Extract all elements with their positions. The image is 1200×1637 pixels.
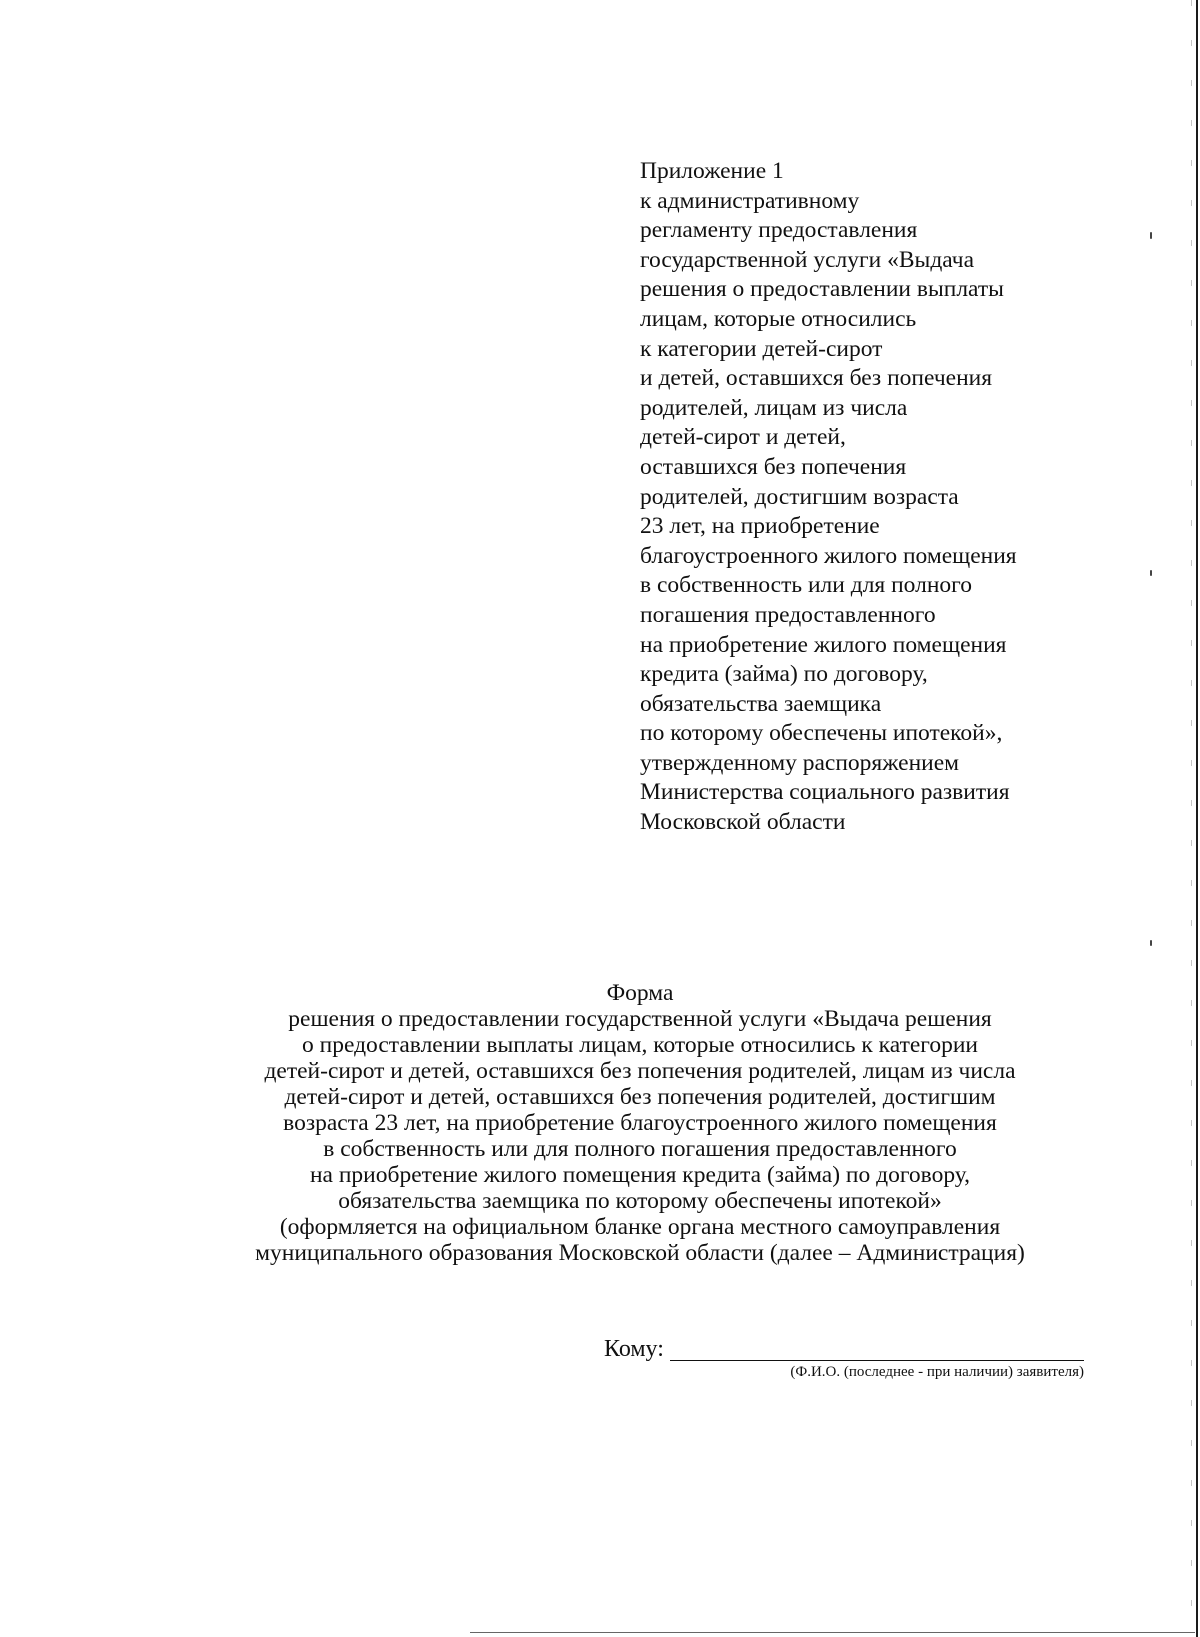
appendix-line: по которому обеспечены ипотекой», (640, 720, 1003, 747)
form-line: обязательства заемщика по которому обеспечены ипотекой» (338, 1188, 942, 1214)
appendix-line: 23 лет, на приобретение (640, 513, 880, 540)
appendix-line: погашения предоставленного (640, 601, 936, 628)
appendix-line: государственной услуги «Выдача (640, 246, 975, 273)
appendix-line: родителей, лицам из числа (640, 394, 908, 421)
addressee-blank-line (670, 1360, 1084, 1361)
form-line: детей-сирот и детей, оставшихся без попечения родителей, достигшим (284, 1084, 996, 1110)
appendix-line: к административному (640, 187, 860, 214)
appendix-heading (640, 157, 1100, 838)
appendix-line: утвержденному распоряжением (640, 749, 960, 776)
appendix-line: в собственность или для полного (640, 572, 972, 599)
form-line: в собственность или для полного погашения предоставленного (323, 1136, 957, 1162)
form-line: решения о предоставлении государственной услуги «Выдача решения (288, 1006, 992, 1032)
appendix-line: благоустроенного жилого помещения (640, 542, 1017, 569)
scan-speck (1150, 940, 1152, 946)
form-title: Форма (606, 980, 674, 1006)
addressee-label: Кому: (604, 1336, 664, 1362)
appendix-line: и детей, оставшихся без попечения (640, 365, 993, 392)
appendix-line: детей-сирот и детей, (640, 424, 846, 451)
scan-speck (1150, 232, 1152, 239)
addressee-block (604, 1335, 1084, 1395)
form-line: муниципального образования Московской области (далее – Администрация) (255, 1240, 1025, 1266)
scan-edge-bottom (0, 1632, 1200, 1633)
appendix-line: регламенту предоставления (640, 217, 918, 244)
appendix-line: лицам, которые относились (640, 305, 917, 332)
appendix-line: к категории детей-сирот (640, 335, 883, 362)
form-line: о предоставлении выплаты лицам, которые относились к категории (302, 1032, 978, 1058)
scan-edge-marks (1191, 0, 1192, 1637)
appendix-title: Приложение 1 (640, 158, 784, 184)
form-line: на приобретение жилого помещения кредита (займа) по договору, (309, 1162, 971, 1188)
scan-edge-right (1196, 0, 1198, 1637)
appendix-line: родителей, достигшим возраста (640, 483, 959, 510)
appendix-line: Министерства социального развития (640, 779, 1010, 806)
form-line: (оформляется на официальном бланке органа местного самоуправления (279, 1214, 1001, 1240)
form-line: возраста 23 лет, на приобретение благоустроенного жилого помещения (283, 1110, 997, 1136)
appendix-line: кредита (займа) по договору, (640, 661, 928, 688)
appendix-line: на приобретение жилого помещения (640, 631, 1007, 658)
appendix-line: решения о предоставлении выплаты (640, 276, 1004, 303)
scan-speck (1150, 570, 1152, 576)
form-heading (150, 980, 1130, 1266)
appendix-line: обязательства заемщика (640, 690, 882, 717)
addressee-caption: (Ф.И.О. (последнее - при наличии) заявителя) (790, 1364, 1084, 1380)
appendix-line: Московской области (640, 809, 846, 836)
form-line: детей-сирот и детей, оставшихся без попечения родителей, лицам из числа (264, 1058, 1016, 1084)
appendix-line: оставшихся без попечения (640, 453, 907, 480)
